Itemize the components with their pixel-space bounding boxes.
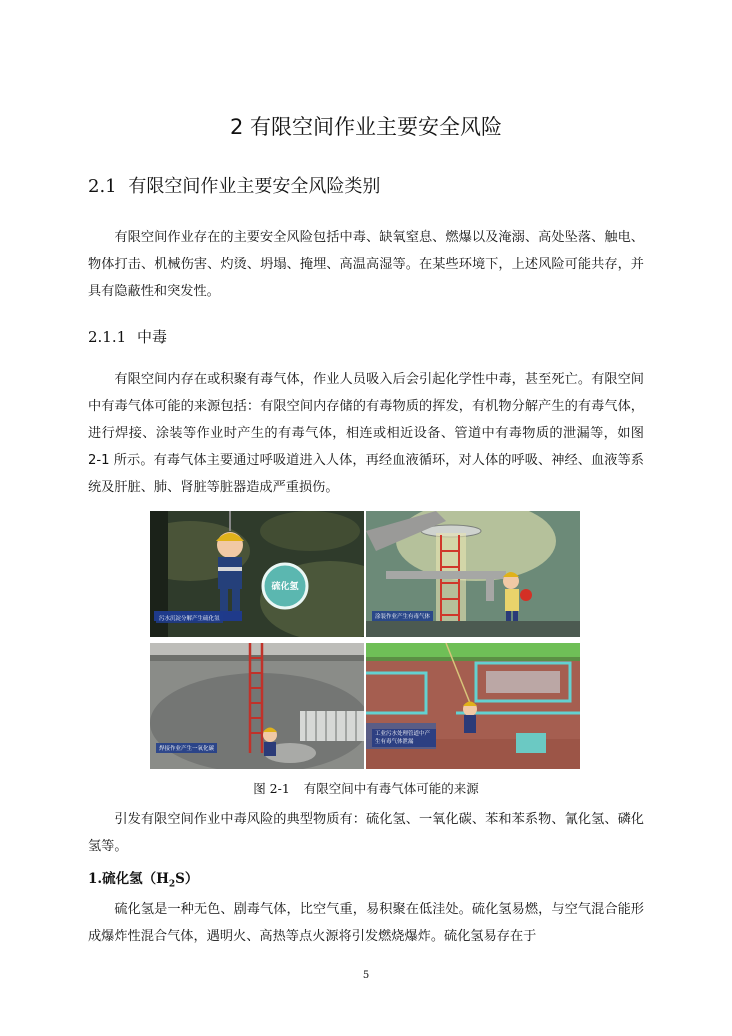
- h2s-heading-prefix: 1.硫化氢（H: [88, 871, 169, 887]
- panel-caption: 焊接作业产生一氧化碳: [156, 743, 217, 753]
- figure-caption-text: 有限空间中有毒气体可能的来源: [303, 781, 479, 796]
- h2s-bubble-label: 硫化氢: [271, 582, 299, 592]
- panel-caption: 工业污水处理管道中产生有毒气体泄漏: [372, 729, 436, 747]
- tank-panel: [366, 511, 580, 637]
- typical-substances-paragraph: 引发有限空间作业中毒风险的典型物质有：硫化氢、一氧化碳、苯和苯系物、氰化氢、磷化氢等。: [88, 812, 644, 854]
- pit-panel: [150, 643, 364, 769]
- page-number: 5: [362, 970, 370, 981]
- h2s-heading-suffix: S）: [175, 871, 199, 887]
- section-number: 2.1: [88, 176, 117, 197]
- plant-panel: [366, 643, 580, 769]
- sewer-panel: [150, 511, 364, 637]
- panel-caption: 涂装作业产生有毒气体: [372, 611, 433, 621]
- subsection-number: 2.1.1: [88, 328, 127, 346]
- subsection-title: [88, 326, 167, 348]
- h2s-heading: [88, 868, 198, 896]
- figure-caption-number: 图 2-1: [253, 781, 290, 796]
- h2s-paragraph: 硫化氢是一种无色、剧毒气体，比空气重，易积聚在低洼处。硫化氢易燃，与空气混合能形成爆炸性混合气体，遇明火、高热等点火源将引发燃烧爆炸。硫化氢易存在于: [88, 902, 644, 944]
- panel-caption: 污水沉淀分解产生硫化氢: [156, 613, 223, 623]
- plant-illustration: [366, 643, 580, 769]
- chapter-title-text: 有限空间作业主要安全风险: [250, 115, 503, 139]
- figure-2-1: [150, 511, 580, 769]
- chapter-number: 2: [229, 115, 244, 139]
- section-title: [88, 174, 380, 200]
- chapter-title: [0, 112, 732, 142]
- poisoning-paragraph: 有限空间内存在或积聚有毒气体，作业人员吸入后会引起化学性中毒，甚至死亡。有限空间中有毒气体可能的来源包括：有限空间内存储的有毒物质的挥发，有机物分解产生的有毒气体，进行焊接、涂装等作业时产生的有毒气体，相连或相近设备、管道中有毒物质的泄漏等，如图 2-1 所示。有毒气体主要通过呼吸道进入人体，再经血液循环，对人体的呼吸、神经、血液等系统及肝脏、肺、肾脏等脏器造成严重损伤。: [88, 372, 644, 495]
- figure-caption: [0, 780, 732, 798]
- h2s-heading-subscript: 2: [168, 879, 176, 890]
- subsection-title-text: 中毒: [136, 328, 167, 346]
- intro-paragraph: 有限空间作业存在的主要安全风险包括中毒、缺氧窒息、燃爆以及淹溺、高处坠落、触电、物体打击、机械伤害、灼烫、坍塌、掩埋、高温高湿等。在某些环境下，上述风险可能共存，并具有隐蔽性和突发性。: [88, 230, 644, 299]
- section-title-text: 有限空间作业主要安全风险类别: [128, 176, 381, 197]
